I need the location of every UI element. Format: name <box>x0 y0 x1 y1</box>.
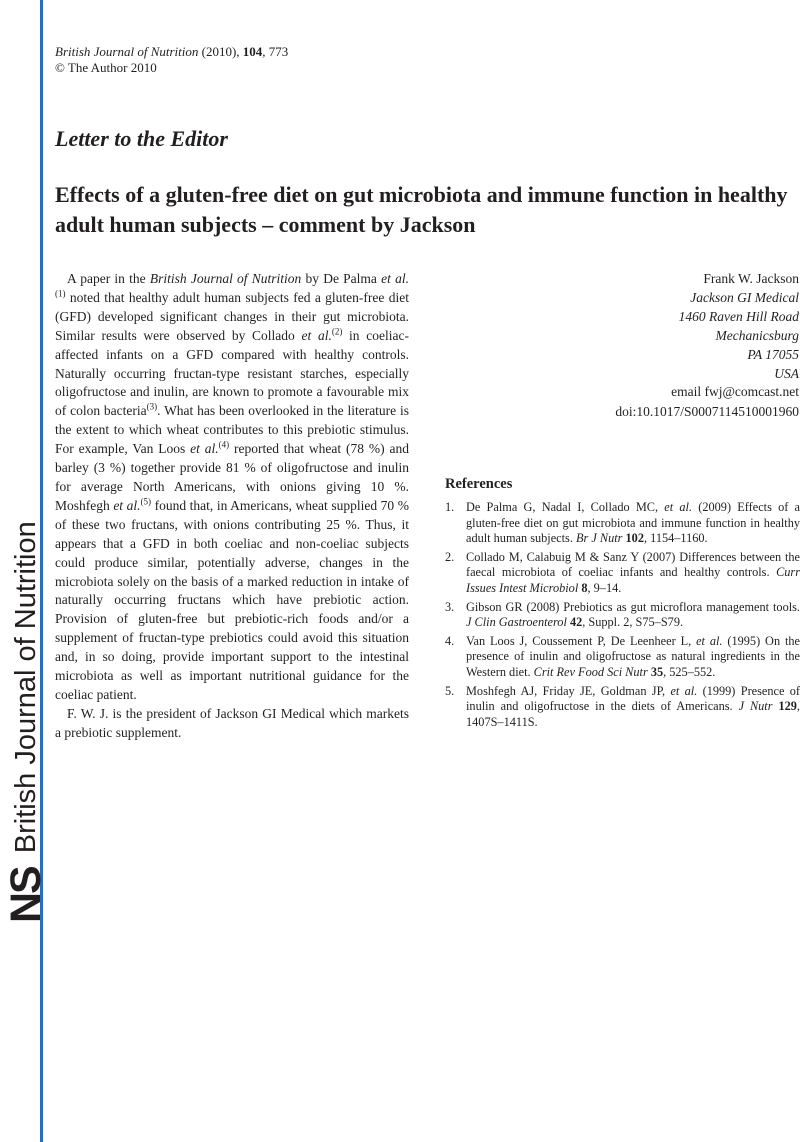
reference-number: 5. <box>445 683 455 698</box>
reference-text: Gibson GR (2008) Prebiotics as gut microflora management tools. J Clin Gastroenterol 42, Suppl. 2, S75–S79. <box>466 599 800 630</box>
references-list <box>445 500 800 733</box>
reference-item <box>445 500 800 547</box>
section-title: Letter to the Editor <box>55 126 228 151</box>
reference-item <box>445 600 800 631</box>
journal-side-logo <box>3 203 49 923</box>
author-street: 1460 Raven Hill Road <box>678 308 799 324</box>
reference-number: 4. <box>445 633 455 648</box>
reference-number: 3. <box>445 599 455 614</box>
ns-logo-mark: NS <box>1 867 50 923</box>
author-city: Mechanicsburg <box>715 327 799 343</box>
author-block <box>671 270 799 402</box>
reference-text: Moshfegh AJ, Friday JE, Goldman JP, et al. (1999) Presence of inulin and oligofructose in the diets of Americans. J Nutr 129, 1407S–1411S. <box>466 683 800 729</box>
reference-text: De Palma G, Nadal I, Collado MC, et al. (2009) Effects of a gluten-free diet on gut microbiota and immune function in healthy adult human subjects. Br J Nutr 102, 1154–1160. <box>466 500 800 546</box>
references-heading: References <box>445 476 513 492</box>
side-journal-name: British Journal of Nutrition <box>9 521 42 854</box>
author-country: USA <box>774 365 799 381</box>
citation-line: British Journal of Nutrition (2010), 104, 773 <box>55 44 289 59</box>
author-name: Frank W. Jackson <box>703 271 799 286</box>
disclosure-paragraph: F. W. J. is the president of Jackson GI Medical which markets a prebiotic supplement. <box>55 705 409 740</box>
article-title: Effects of a gluten-free diet on gut microbiota and immune function in healthy adult human subjects – comment by Jackson <box>55 182 788 237</box>
reference-number: 2. <box>445 549 455 564</box>
reference-text: Van Loos J, Coussement P, De Leenheer L, et al. (1995) On the presence of inulin and oligofructose as natural ingredients in the Western diet. Crit Rev Food Sci Nutr 35, 525–552. <box>466 633 800 679</box>
journal-header <box>55 44 288 76</box>
copyright-line: © The Author 2010 <box>55 60 157 75</box>
doi: doi:10.1017/S0007114510001960 <box>615 404 799 419</box>
author-email: email fwj@comcast.net <box>671 384 799 400</box>
reference-number: 1. <box>445 500 455 514</box>
letter-body <box>55 270 409 743</box>
body-paragraph: A paper in the British Journal of Nutrition by De Palma et al.$^{(1)}$ noted that healthy adult human subjects fed a gluten-free diet (GFD) developed significant changes in their gut microbiota. Similar results were observed by Collado et al.$^{(2)}$ in coeliac-affected infants on a GFD compared with healthy controls. Naturally occurring fructan-type resistant starches, especially oligofructose and inulin, are known to promote a favourable mix of colon bacteria$^{(3)}$. What has been overlooked in the literature is the extent to which wheat contributes to this prebiotic stimulus. For example, Van Loos et al.$^{(4)}$ reported that wheat (78 %) and barley (3 %) together provide 81 % of oligofructose and inulin for average North Americans, with onions giving 10 %. Moshfegh et al.$^{(5)}$ found that, in Americans, wheat supplied 70 % of these two fructans, with onions contributing 25 %. Thus, it appears that a GFD in both coeliac and non-coeliac subjects could produce similar, potentially adverse, changes in the microbiota solely on the basis of a marked reduction in intake of naturally occurring fructans which have prebiotic action. Provision of gluten-free but prebiotic-rich foods and/or a supplement of fructan-type prebiotics could avoid this situation and, in so doing, provide important support to the intestinal microbiota as well as important nutritional guidance for the coeliac patient. <box>55 271 410 702</box>
author-organisation: Jackson GI Medical <box>690 289 799 305</box>
reference-item <box>445 550 800 597</box>
reference-item <box>445 684 800 731</box>
author-state: PA 17055 <box>747 346 799 362</box>
reference-item <box>445 634 800 681</box>
reference-text: Collado M, Calabuig M & Sanz Y (2007) Differences between the faecal microbiota of coeliac infants and healthy controls. Curr Issues Intest Microbiol 8, 9–14. <box>466 549 800 595</box>
